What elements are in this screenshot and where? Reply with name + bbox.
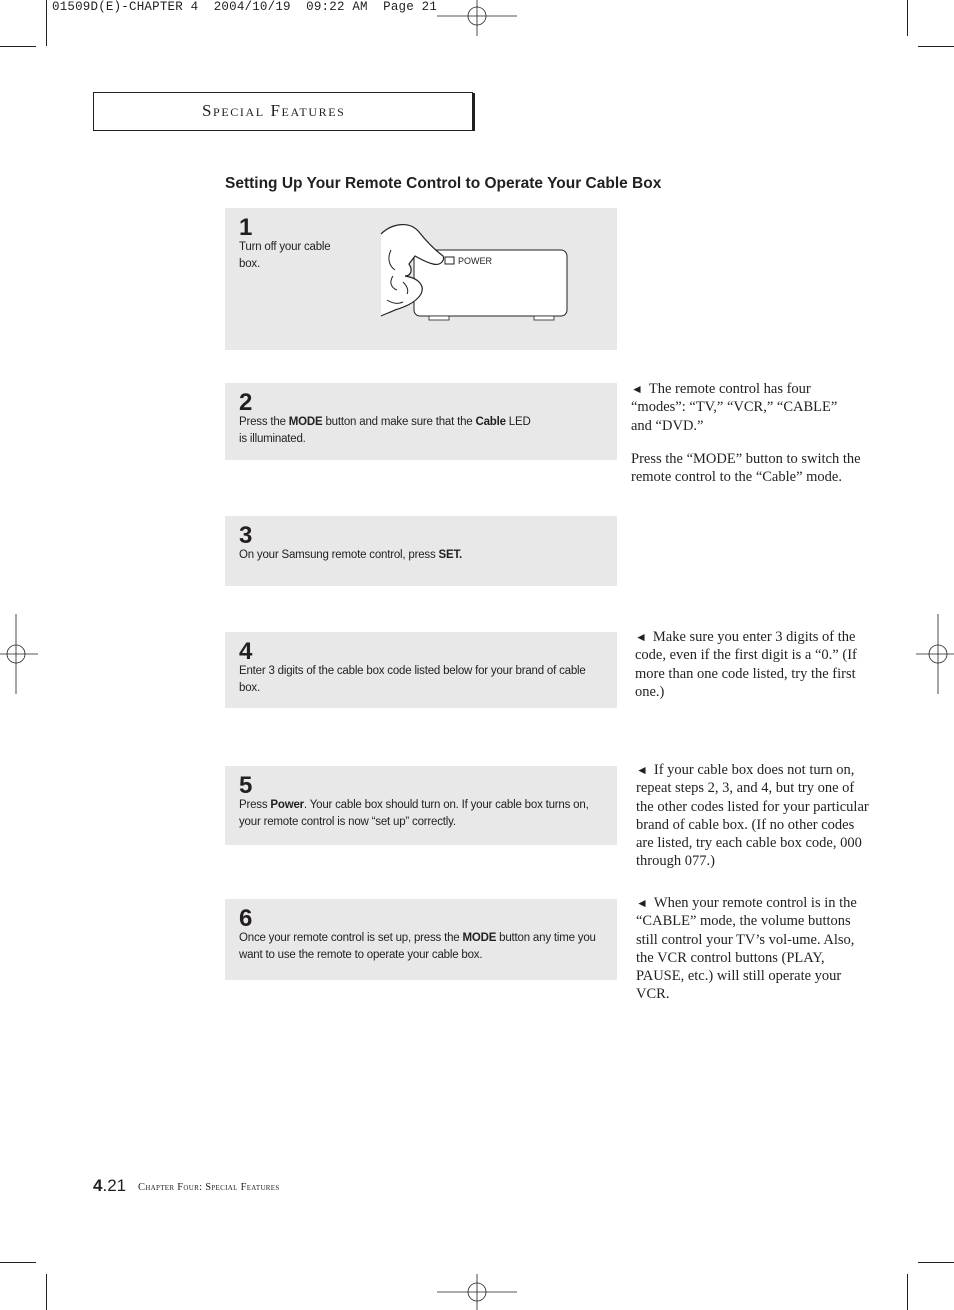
step-number: 3 — [239, 522, 253, 549]
cable-keyword: Cable — [475, 416, 506, 428]
crop-mark — [46, 1274, 47, 1310]
power-label: POWER — [458, 256, 493, 266]
left-arrow-icon: ◄ — [631, 382, 643, 396]
side-note-modes — [631, 380, 861, 486]
step-number: 4 — [239, 638, 253, 665]
step-number: 5 — [239, 772, 253, 799]
mode-keyword: MODE — [462, 932, 497, 944]
crop-mark — [918, 46, 954, 47]
crop-mark — [918, 1262, 954, 1263]
step-text — [239, 414, 539, 448]
registration-mark-right — [916, 614, 954, 694]
side-note-digits — [635, 628, 863, 701]
section-title: Special Features — [202, 101, 346, 120]
left-arrow-icon: ◄ — [636, 763, 648, 777]
page-number-major: 4 — [93, 1176, 103, 1195]
note-text: When your remote control is in the “CABLE” mode, the volume buttons still control your TV’s vol-ume. Also, the VCR control buttons (PLAY, PAUSE, etc.) will still operate your VCR. — [636, 895, 857, 1003]
section-header — [93, 92, 473, 131]
left-arrow-icon: ◄ — [636, 896, 648, 910]
page-heading: Setting Up Your Remote Control to Operate Your Cable Box — [225, 175, 662, 192]
page-number — [93, 1176, 126, 1196]
left-arrow-icon: ◄ — [635, 630, 647, 644]
crop-mark — [46, 0, 47, 46]
step-number: 1 — [239, 214, 253, 241]
step-text — [239, 797, 611, 831]
step-text: Turn off your cable box. — [239, 241, 331, 270]
text-segment: . Your cable box should turn on. If your cable box turns on, your remote control is now “set up” correctly. — [239, 799, 589, 828]
note-text: The remote control has four “modes”: “TV,” “VCR,” “CABLE” and “DVD.” — [631, 381, 838, 434]
text-segment: button and make sure that the — [322, 416, 476, 428]
text-segment: LED is illuminated. — [239, 416, 531, 445]
power-keyword: Power — [270, 799, 304, 811]
step-number: 6 — [239, 905, 253, 932]
page-number-minor: .21 — [102, 1176, 127, 1195]
print-slug: 01509D(E)-CHAPTER 4 2004/10/19 09:22 AM Page 21 — [52, 0, 438, 14]
note-text: Make sure you enter 3 digits of the code, even if the first digit is a “0.” (If more than one code listed, try the first one.) — [635, 629, 857, 700]
text-segment: Press — [239, 799, 271, 811]
crop-mark — [907, 1274, 908, 1310]
step-6 — [225, 899, 617, 980]
text-segment: On your Samsung remote control, press — [239, 549, 439, 561]
step-text — [239, 930, 611, 964]
step-5 — [225, 766, 617, 845]
step-4 — [225, 632, 617, 708]
text-segment: Press the — [239, 416, 289, 428]
crop-mark — [0, 1262, 36, 1263]
footer-chapter: Chapter Four: Special Features — [138, 1182, 280, 1193]
step-3 — [225, 516, 617, 586]
registration-mark-left — [0, 614, 38, 694]
text-segment: button any time you want to use the remote to operate your cable box. — [239, 932, 596, 961]
cable-box-power-illustration — [379, 220, 575, 324]
note-text: If your cable box does not turn on, repeat steps 2, 3, and 4, but try one of the other codes listed for your particular brand of cable box. (If no other codes are listed, try each cable box code, 000 through 077.) — [636, 762, 869, 870]
step-1 — [225, 208, 617, 350]
step-text — [239, 547, 599, 564]
mode-keyword: MODE — [288, 416, 323, 428]
side-note-cable-mode — [636, 894, 872, 1004]
step-number: 2 — [239, 389, 253, 416]
crop-mark — [0, 46, 36, 47]
step-text: Enter 3 digits of the cable box code listed below for your brand of cable box. — [239, 665, 586, 694]
side-note-not-turn-on — [636, 761, 872, 871]
step-2 — [225, 383, 617, 460]
set-keyword: SET. — [438, 549, 462, 561]
registration-mark-top — [437, 0, 517, 36]
note-paragraph: Press the “MODE” button to switch the remote control to the “Cable” mode. — [631, 450, 861, 486]
note-paragraph — [631, 380, 861, 435]
registration-mark-bottom — [437, 1274, 517, 1310]
crop-mark — [907, 0, 908, 36]
text-segment: Once your remote control is set up, press the — [239, 932, 463, 944]
